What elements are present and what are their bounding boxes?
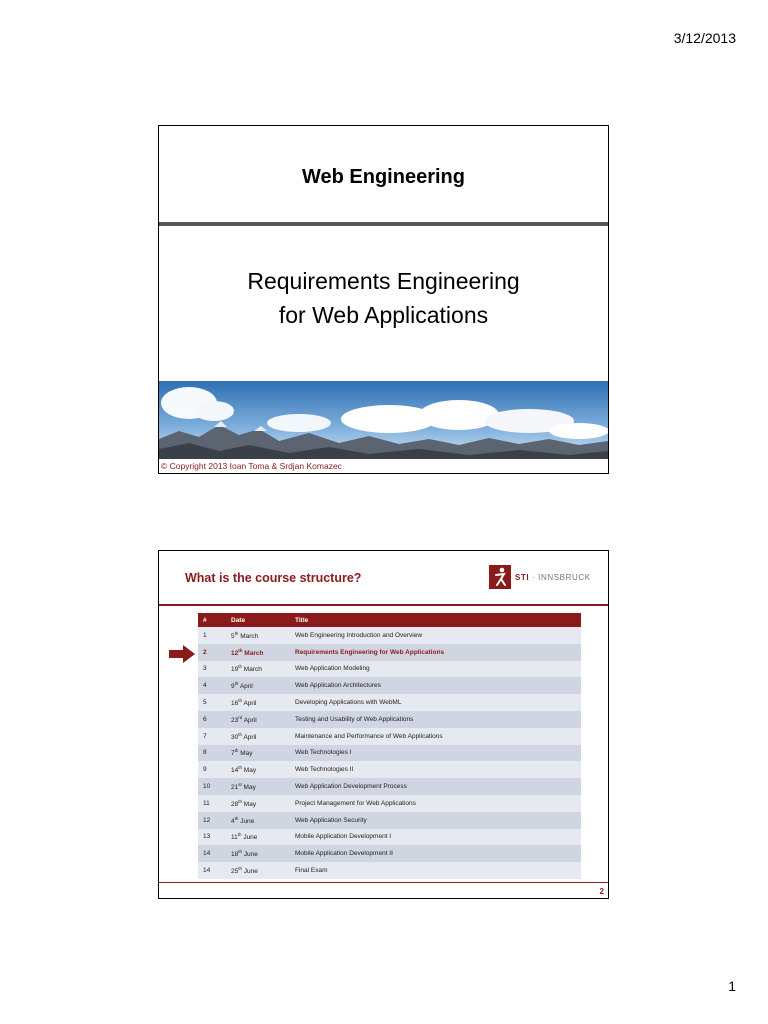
slide-heading: What is the course structure?: [185, 571, 362, 585]
table-row: [198, 862, 581, 879]
logo-location: · INNSBRUCK: [529, 573, 591, 582]
cell-date: [226, 711, 290, 728]
cell-title: Project Management for Web Applications: [290, 795, 581, 812]
date-suffix: rd: [238, 714, 243, 720]
date-day: 16: [231, 700, 239, 708]
cell-date: [226, 677, 290, 694]
date-suffix: th: [238, 798, 242, 804]
column-header-date: Date: [226, 613, 290, 627]
cell-number: 2: [198, 644, 226, 661]
title-slide: [158, 125, 609, 474]
cell-number: 12: [198, 812, 226, 829]
date-suffix: th: [238, 731, 242, 737]
copyright-notice: © Copyright 2013 Ioan Toma & Srdjan Komazec: [161, 461, 342, 471]
cell-title: Web Technologies II: [290, 761, 581, 778]
date-month: March: [242, 666, 262, 674]
date-day: 30: [231, 733, 239, 741]
date-month: June: [242, 868, 258, 876]
course-name: Web Engineering: [302, 166, 465, 188]
course-schedule-table: [198, 613, 581, 879]
date-suffix: th: [238, 765, 242, 771]
date-suffix: th: [238, 865, 242, 871]
date-day: 14: [231, 767, 239, 775]
date-suffix: th: [238, 849, 242, 855]
cell-title: Final Exam: [290, 862, 581, 879]
table-row: [198, 812, 581, 829]
date-month: April: [242, 716, 257, 724]
cell-title: Web Engineering Introduction and Overview: [290, 627, 581, 644]
header-divider: [159, 604, 608, 606]
cell-number: 14: [198, 862, 226, 879]
table-row: [198, 728, 581, 745]
date-month: May: [241, 784, 256, 792]
table-row: [198, 761, 581, 778]
cell-number: 14: [198, 845, 226, 862]
slide-page-number: 2: [599, 887, 604, 896]
cell-date: [226, 761, 290, 778]
cell-number: 6: [198, 711, 226, 728]
cell-number: 1: [198, 627, 226, 644]
date-month: April: [242, 700, 257, 708]
cell-date: [226, 829, 290, 846]
cell-date: [226, 661, 290, 678]
table-row: [198, 795, 581, 812]
date-day: 5: [231, 632, 235, 640]
cell-title: Mobile Application Development I: [290, 829, 581, 846]
table-row: [198, 845, 581, 862]
page-date: 3/12/2013: [673, 30, 736, 46]
cell-title: Web Application Development Process: [290, 778, 581, 795]
cell-number: 7: [198, 728, 226, 745]
date-suffix: th: [238, 647, 243, 653]
mountain-panorama-image: [159, 381, 608, 459]
table-body: [198, 627, 581, 879]
cell-title: Web Application Modeling: [290, 661, 581, 678]
column-header-title: Title: [290, 613, 581, 627]
date-suffix: st: [238, 781, 242, 787]
lecture-title: [159, 264, 608, 332]
lecture-title-line-2: for Web Applications: [278, 302, 489, 328]
date-day: 21: [231, 784, 239, 792]
cell-number: 13: [198, 829, 226, 846]
cell-title: Web Technologies I: [290, 745, 581, 762]
date-day: 23: [231, 716, 239, 724]
date-month: April: [238, 683, 253, 691]
date-month: June: [238, 817, 255, 825]
cell-number: 9: [198, 761, 226, 778]
date-month: March: [238, 632, 259, 640]
cell-number: 11: [198, 795, 226, 812]
footer-divider: [159, 882, 608, 883]
date-day: 19: [231, 666, 239, 674]
table-row: [198, 711, 581, 728]
cell-title: Testing and Usability of Web Applications: [290, 711, 581, 728]
cell-date: [226, 845, 290, 862]
date-suffix: th: [234, 748, 239, 754]
cell-date: [226, 728, 290, 745]
date-month: March: [242, 649, 264, 657]
cell-date: [226, 627, 290, 644]
table-row: [198, 694, 581, 711]
cell-number: 3: [198, 661, 226, 678]
slide-header: [159, 126, 608, 222]
date-day: 9: [231, 683, 235, 691]
logo-brand: STI: [515, 573, 530, 582]
cell-date: [226, 694, 290, 711]
cell-number: 10: [198, 778, 226, 795]
sti-innsbruck-logo: [489, 565, 591, 591]
date-day: 4: [231, 817, 235, 825]
table-row: [198, 778, 581, 795]
cell-date: [226, 812, 290, 829]
date-day: 11: [231, 834, 238, 842]
table-row: [198, 829, 581, 846]
date-suffix: th: [234, 681, 239, 687]
cell-title: Mobile Application Development II: [290, 845, 581, 862]
table-header-row: [198, 613, 581, 627]
cell-title: Web Application Security: [290, 812, 581, 829]
date-month: May: [238, 750, 253, 758]
date-day: 18: [231, 851, 239, 859]
date-day: 12: [231, 649, 239, 657]
cell-title: Web Application Architectures: [290, 677, 581, 694]
date-day: 25: [231, 868, 239, 876]
cell-number: 4: [198, 677, 226, 694]
date-suffix: th: [238, 698, 242, 703]
date-month: April: [242, 733, 257, 741]
cell-date: [226, 862, 290, 879]
page-number: 1: [728, 978, 736, 994]
cell-title: Requirements Engineering for Web Applications: [290, 644, 581, 661]
table-row: [198, 677, 581, 694]
sti-logo-icon: [489, 565, 511, 589]
date-month: May: [242, 767, 257, 775]
right-arrow-icon: [169, 645, 195, 663]
date-suffix: th: [234, 630, 239, 636]
cell-title: Maintenance and Performance of Web Applications: [290, 728, 581, 745]
header-divider: [159, 222, 608, 226]
date-month: May: [242, 800, 257, 808]
course-structure-slide: [158, 550, 609, 899]
cell-title: Developing Applications with WebML: [290, 694, 581, 711]
date-day: 28: [231, 800, 239, 808]
cell-date: [226, 778, 290, 795]
table-row: [198, 627, 581, 644]
date-month: June: [241, 834, 258, 842]
lecture-title-line-1: Requirements Engineering: [247, 268, 520, 294]
cell-number: 5: [198, 694, 226, 711]
logo-wordmark: [515, 573, 591, 582]
date-day: 7: [231, 750, 235, 758]
table-row: [198, 661, 581, 678]
cell-number: 8: [198, 745, 226, 762]
date-suffix: th: [234, 815, 239, 821]
date-suffix: th: [238, 664, 242, 670]
cell-date: [226, 795, 290, 812]
table-row: [198, 644, 581, 661]
cell-date: [226, 745, 290, 762]
table-row: [198, 745, 581, 762]
column-header-number: #: [198, 613, 226, 627]
date-month: June: [242, 851, 258, 859]
date-suffix: th: [237, 832, 242, 838]
cell-date: [226, 644, 290, 661]
